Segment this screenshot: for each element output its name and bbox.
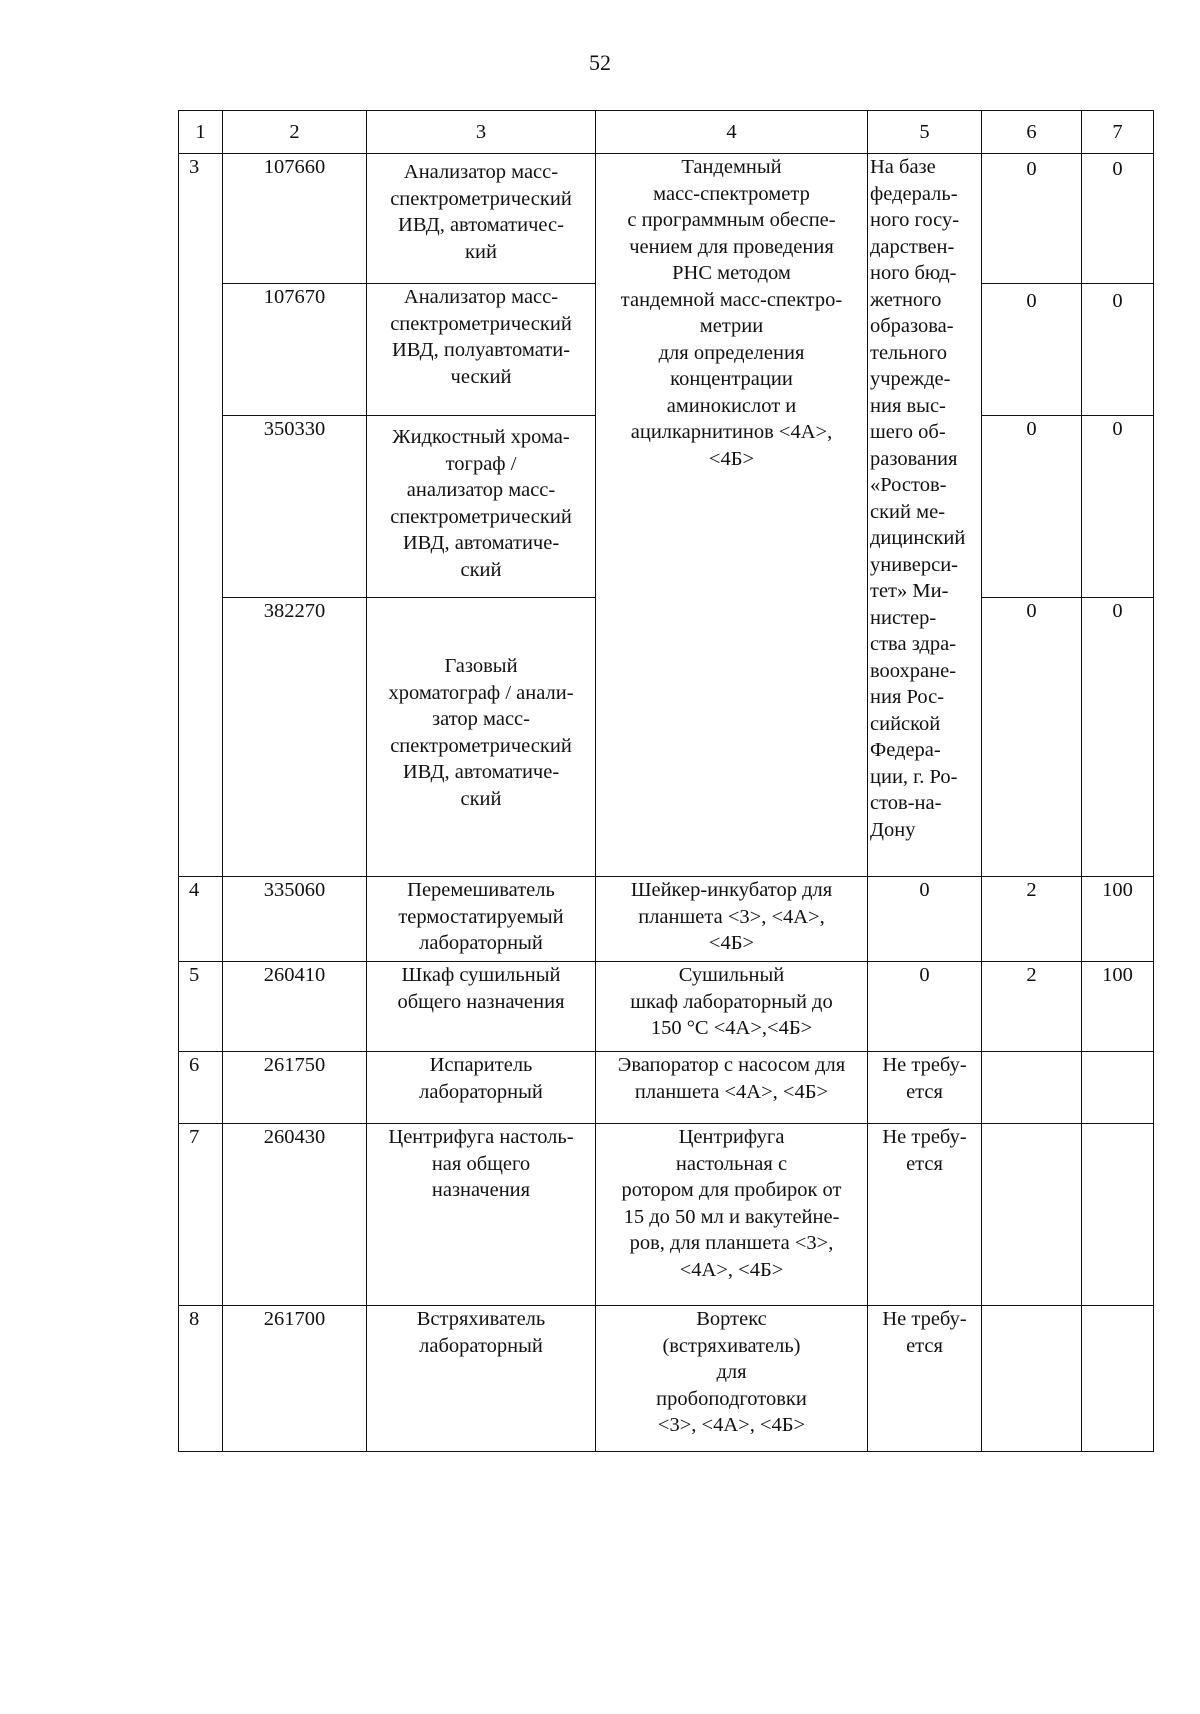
percent-cell: 0 <box>1082 154 1154 284</box>
equipment-table <box>178 110 1154 1452</box>
row-number: 7 <box>179 1124 223 1306</box>
device-code: 260430 <box>223 1124 367 1306</box>
percent-cell <box>1082 1124 1154 1306</box>
quantity-cell <box>982 1306 1082 1452</box>
requirement-cell: Не требу- ется <box>868 1052 982 1124</box>
header-cell: 1 <box>179 111 223 154</box>
requirement-cell: 0 <box>868 877 982 962</box>
device-name: Шкаф сушильный общего назначения <box>367 962 596 1052</box>
percent-cell <box>1082 1052 1154 1124</box>
quantity-cell <box>982 1052 1082 1124</box>
device-name: Газовый хроматограф / анали- затор масс- спектрометрический ИВД, автоматиче- ский <box>367 598 596 877</box>
device-code: 335060 <box>223 877 367 962</box>
device-code: 107660 <box>223 154 367 284</box>
quantity-cell: 2 <box>982 962 1082 1052</box>
device-name: Анализатор масс- спектрометрический ИВД, полуавтомати- ческий <box>367 284 596 416</box>
quantity-cell: 0 <box>982 598 1082 877</box>
header-cell: 6 <box>982 111 1082 154</box>
header-cell: 7 <box>1082 111 1154 154</box>
device-description: Центрифуга настольная с ротором для пробирок от 15 до 50 мл и вакутейне- ров, для планшета <3>, <4А>, <4Б> <box>596 1124 868 1306</box>
device-name: Жидкостный хрома- тограф / анализатор масс- спектрометрический ИВД, автоматиче- ский <box>367 416 596 598</box>
device-name: Перемешиватель термостатируемый лабораторный <box>367 877 596 962</box>
row-number: 6 <box>179 1052 223 1124</box>
quantity-cell <box>982 1124 1082 1306</box>
requirement-cell: Не требу- ется <box>868 1124 982 1306</box>
page-number: 52 <box>589 50 611 75</box>
requirement-cell: На базе федераль- ного госу- дарствен- ного бюд- жетного образова- тельного учрежде- ния выс- шего об- разования «Ростов- ский ме- дицинский универси- тет» Ми- нистер- ства здра- воохране- ния Рос- сийской Федера- ции, г. Ро- стов-на- Дону <box>868 154 982 877</box>
quantity-cell: 2 <box>982 877 1082 962</box>
row-number: 8 <box>179 1306 223 1452</box>
quantity-cell: 0 <box>982 284 1082 416</box>
requirement-cell: Не требу- ется <box>868 1306 982 1452</box>
device-description: Эвапоратор с насосом для планшета <4А>, <4Б> <box>596 1052 868 1124</box>
percent-cell: 100 <box>1082 877 1154 962</box>
table-header-row <box>179 111 1154 154</box>
device-code: 261700 <box>223 1306 367 1452</box>
device-description: Вортекс (встряхиватель) для пробоподготовки <3>, <4А>, <4Б> <box>596 1306 868 1452</box>
device-name: Испаритель лабораторный <box>367 1052 596 1124</box>
row-number: 4 <box>179 877 223 962</box>
header-cell: 3 <box>367 111 596 154</box>
device-description: Сушильный шкаф лабораторный до 150 °С <4А>,<4Б> <box>596 962 868 1052</box>
device-code: 107670 <box>223 284 367 416</box>
device-code: 350330 <box>223 416 367 598</box>
table-row <box>179 1124 1154 1306</box>
quantity-cell: 0 <box>982 416 1082 598</box>
device-code: 260410 <box>223 962 367 1052</box>
requirement-cell: 0 <box>868 962 982 1052</box>
table-row <box>179 1052 1154 1124</box>
device-code: 382270 <box>223 598 367 877</box>
quantity-cell: 0 <box>982 154 1082 284</box>
table-row <box>179 154 1154 284</box>
percent-cell: 0 <box>1082 416 1154 598</box>
percent-cell: 100 <box>1082 962 1154 1052</box>
row-number: 5 <box>179 962 223 1052</box>
percent-cell: 0 <box>1082 598 1154 877</box>
device-name: Встряхиватель лабораторный <box>367 1306 596 1452</box>
device-description: Шейкер-инкубатор для планшета <3>, <4А>, <4Б> <box>596 877 868 962</box>
percent-cell: 0 <box>1082 284 1154 416</box>
device-name: Анализатор масс- спектрометрический ИВД, автоматичес- кий <box>367 154 596 284</box>
device-description: Тандемный масс-спектрометр с программным обеспе- чением для проведения РНС методом тандемной масс-спектро- метрии для определения концентрации аминокислот и ацилкарнитинов <4А>, <4Б> <box>596 154 868 877</box>
header-cell: 2 <box>223 111 367 154</box>
percent-cell <box>1082 1306 1154 1452</box>
table-row <box>179 877 1154 962</box>
device-code: 261750 <box>223 1052 367 1124</box>
header-cell: 4 <box>596 111 868 154</box>
table-row <box>179 1306 1154 1452</box>
table-row <box>179 962 1154 1052</box>
header-cell: 5 <box>868 111 982 154</box>
device-name: Центрифуга настоль- ная общего назначения <box>367 1124 596 1306</box>
row-number: 3 <box>179 154 223 877</box>
